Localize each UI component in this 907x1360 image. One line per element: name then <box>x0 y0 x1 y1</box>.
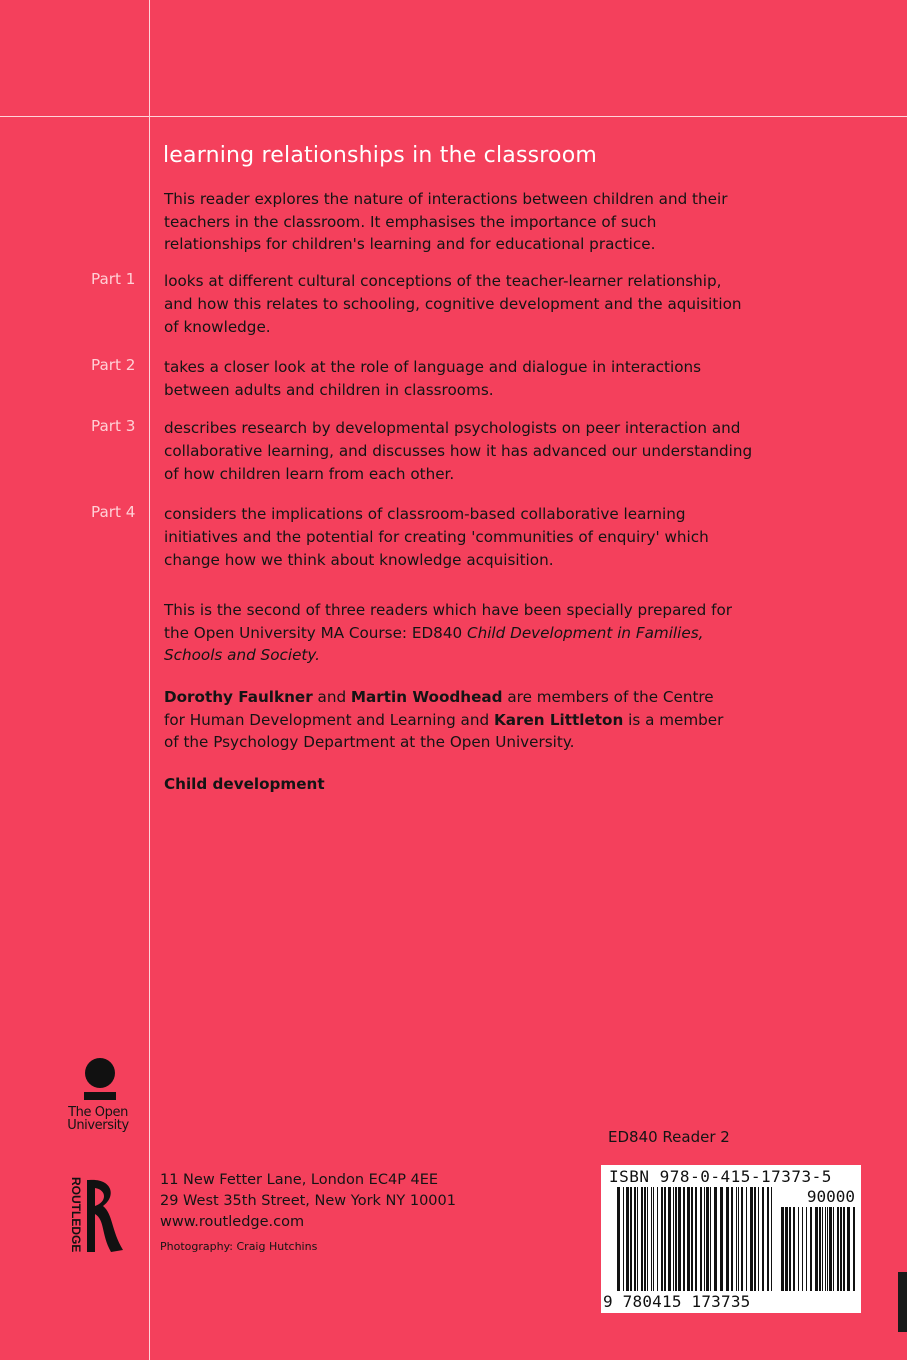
part-2-text: takes a closer look at the role of language and dialogue in interactions between adults and children in classrooms. <box>164 358 702 399</box>
photo-credit: Photography: Craig Hutchins <box>160 1240 318 1253</box>
course-title: Child Development in Families, Schools and Society. <box>164 623 704 664</box>
author-3: Karen Littleton <box>493 710 624 729</box>
open-university-line2: University <box>67 1118 129 1133</box>
publisher-website: www.routledge.com <box>160 1214 305 1230</box>
edge-mark <box>898 1272 907 1332</box>
open-university-logo-icon <box>60 1056 140 1106</box>
authors-end: is a member of the Psychology Department at the Open University. <box>164 710 724 751</box>
authors-paragraph <box>164 686 739 754</box>
author-1: Dorothy Faulkner <box>164 688 313 706</box>
barcode-panel <box>601 1165 861 1313</box>
price-addon: 90000 <box>806 1187 855 1206</box>
horizontal-rule <box>0 116 907 117</box>
barcode-icon <box>601 1165 861 1313</box>
intro-paragraph: This reader explores the nature of interactions between children and their teachers in the classroom. It emphasises the importance of such relationships for children's learning and for educational practice. <box>164 190 728 253</box>
author-2: Martin Woodhead <box>350 688 503 706</box>
address-line-1: 11 New Fetter Lane, London EC4P 4EE <box>160 1172 439 1188</box>
address-line-2: 29 West 35th Street, New York NY 10001 <box>160 1193 456 1209</box>
book-title: learning relationships in the classroom <box>163 143 597 168</box>
authors-and: and <box>312 688 351 706</box>
authors-mid: are members of the Centre for Human Development and Learning and <box>164 688 714 729</box>
barcode-digits: 9 780415 173735 <box>603 1292 751 1311</box>
course-prefix: This is the second of three readers which have been specially prepared for the Open University MA Course: ED840 <box>164 601 732 642</box>
course-paragraph <box>164 599 754 667</box>
part-4-label: Part 4 <box>91 503 136 521</box>
part-2-label: Part 2 <box>91 356 136 374</box>
vertical-rule <box>149 0 150 1360</box>
part-1-label: Part 1 <box>91 270 136 288</box>
part-3-label: Part 3 <box>91 417 136 435</box>
routledge-logo-icon <box>67 1172 127 1258</box>
routledge-logo-text: ROUTLEDGE <box>69 1177 83 1253</box>
open-university-line1: The Open <box>68 1105 128 1120</box>
series-label: ED840 Reader 2 <box>608 1128 730 1146</box>
part-4-text: considers the implications of classroom-based collaborative learning initiatives and the potential for creating 'communities of enquiry' which change how we think about knowledge acquisition. <box>164 505 709 569</box>
isbn-label: ISBN 978-0-415-17373-5 <box>609 1167 832 1186</box>
part-1-text: looks at different cultural conceptions of the teacher-learner relationship, and how this relates to schooling, cognitive development and the aquisition of knowledge. <box>164 272 742 336</box>
subject-category: Child development <box>164 775 325 793</box>
part-3-text: describes research by developmental psychologists on peer interaction and collaborative learning, and discusses how it has advanced our understanding of how children learn from each other. <box>164 419 753 483</box>
publisher-address <box>160 1170 456 1233</box>
open-university-wordmark <box>60 1106 136 1132</box>
